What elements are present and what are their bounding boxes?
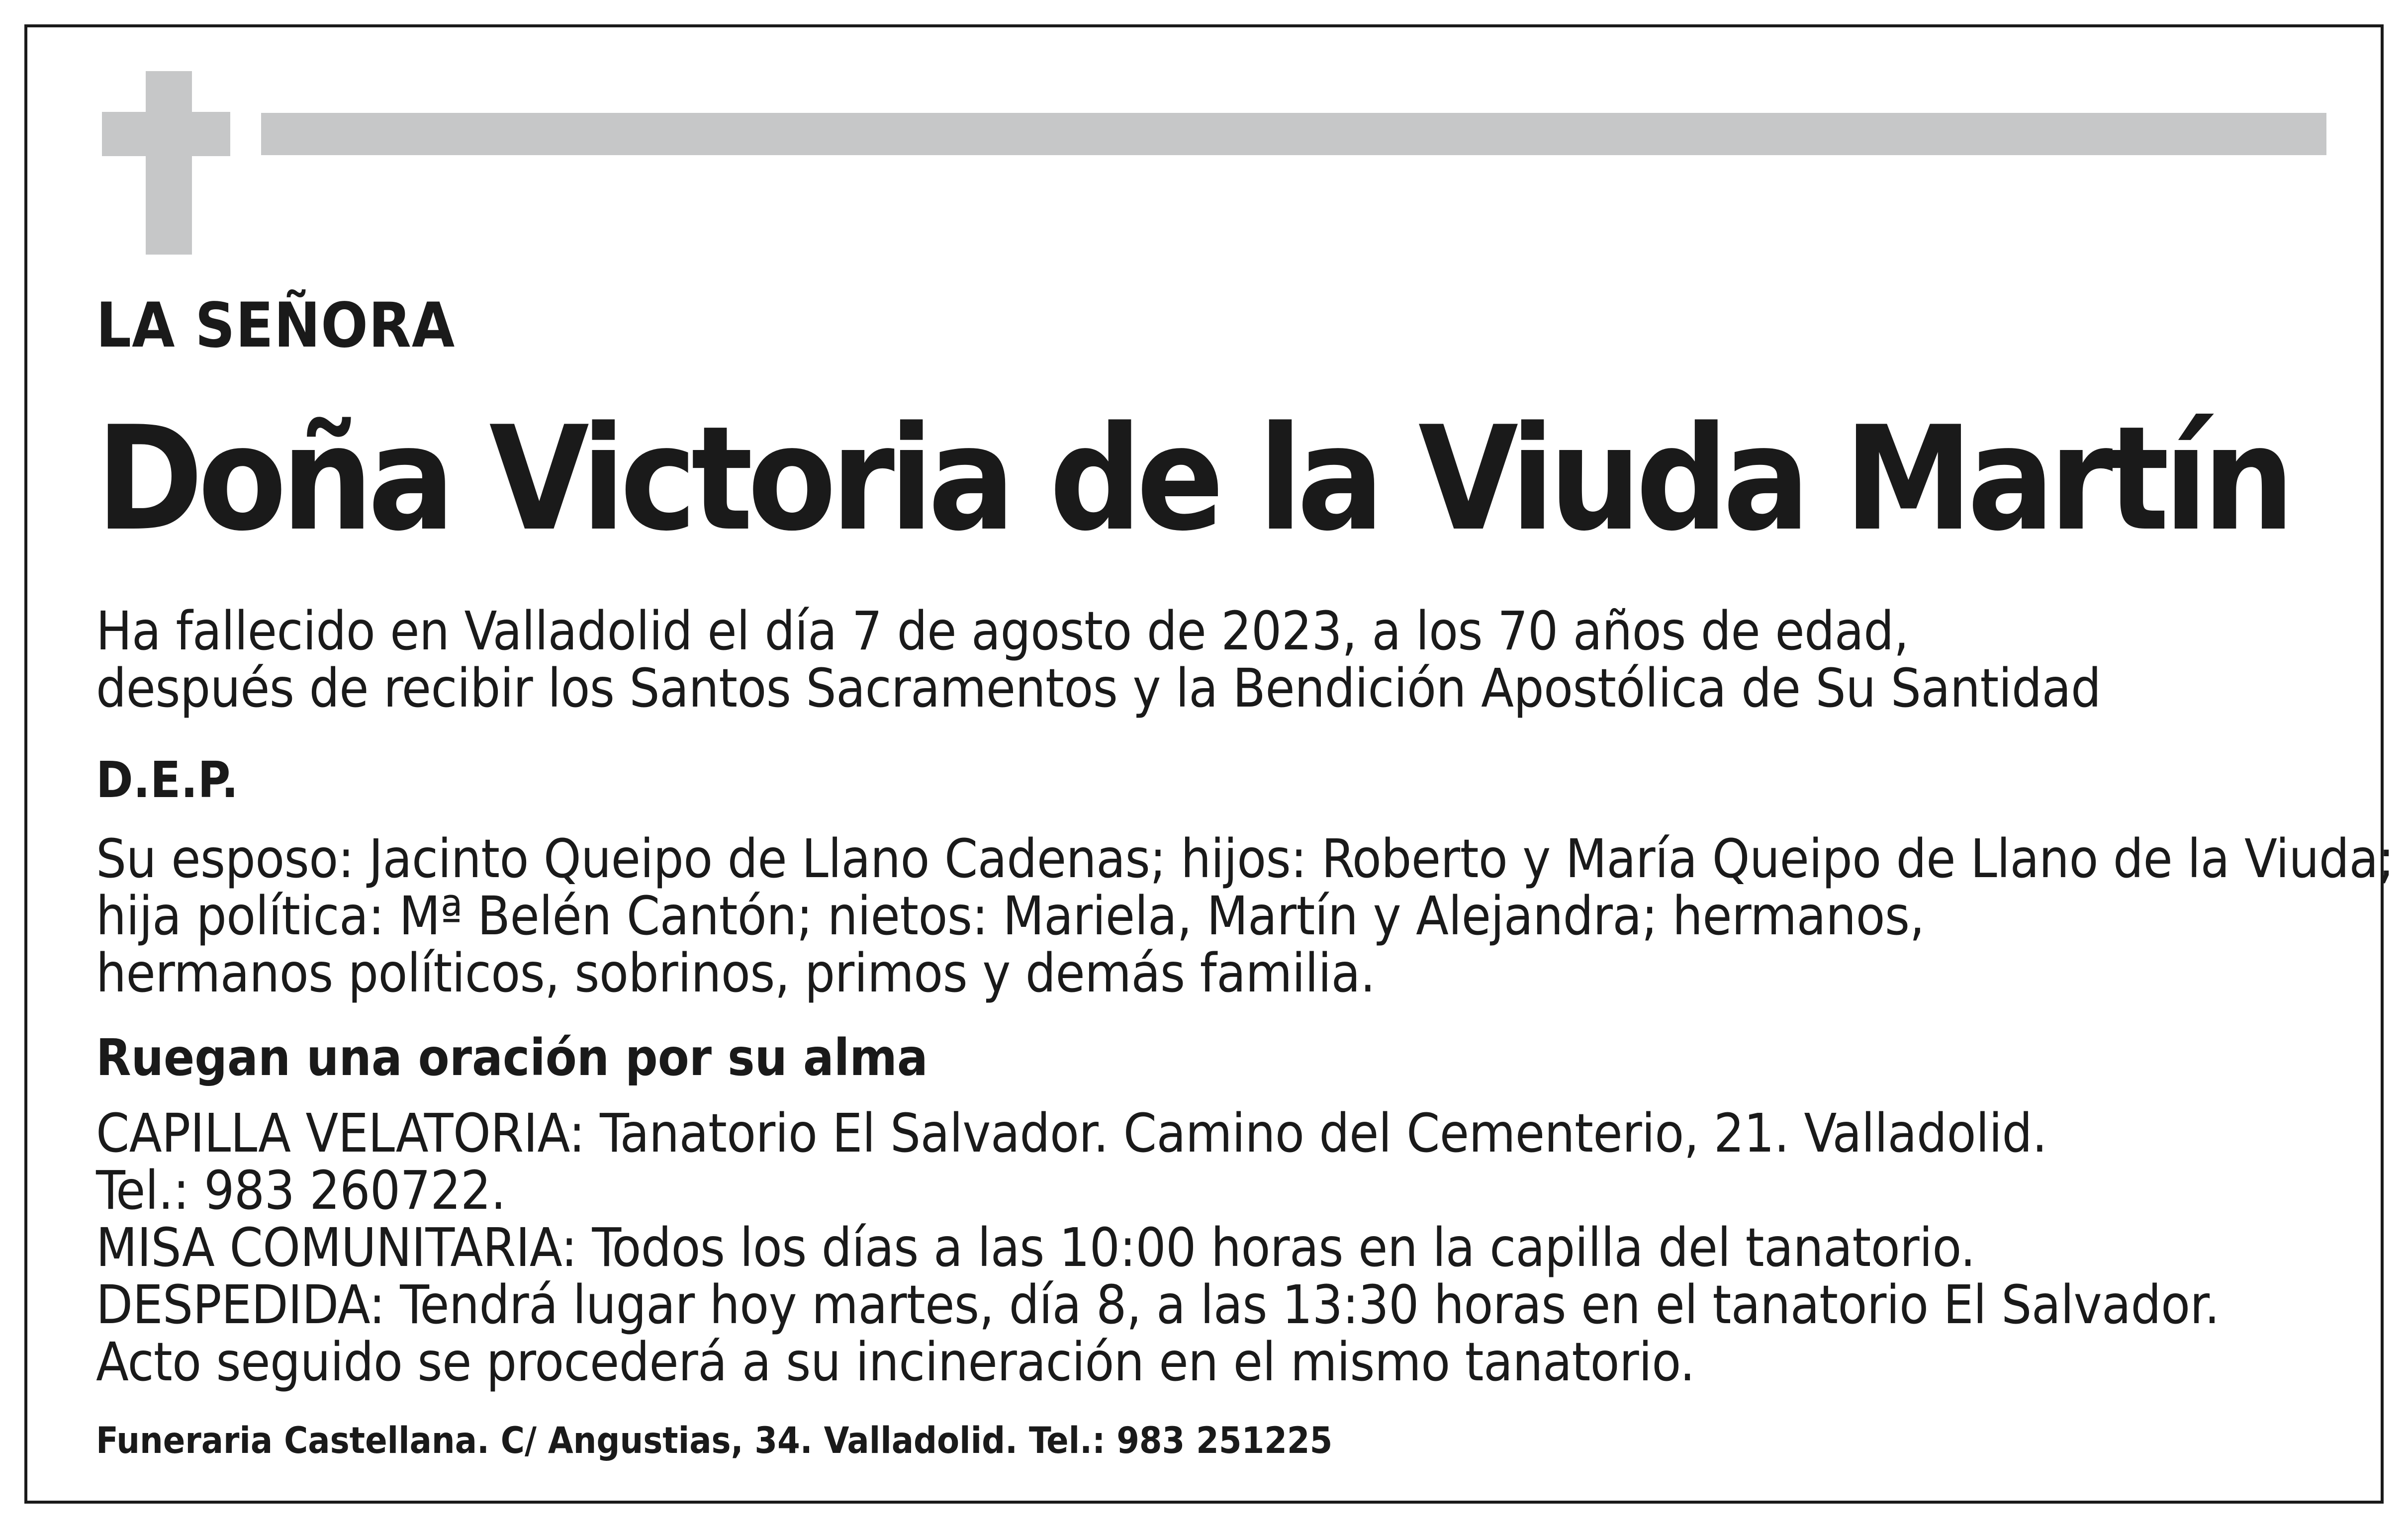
intro-paragraph (96, 603, 2101, 718)
prayer-request: Ruegan una oración por su alma (96, 1028, 928, 1087)
family-paragraph (96, 828, 2394, 1004)
cross-icon (146, 71, 192, 255)
intro-line: después de recibir los Santos Sacramentos y la Bendición Apostólica de Su Santidad (96, 658, 2101, 719)
funeral-home-footer: Funeraria Castellana. C/ Angustias, 34. Valladolid. Tel.: 983 251225 (96, 1420, 1333, 1462)
header-divider-bar (261, 113, 2326, 155)
dep-label: D.E.P. (96, 751, 239, 809)
intro-line: Ha fallecido en Valladolid el día 7 de agosto de 2023, a los 70 años de edad, (96, 601, 1909, 662)
details-line: Tel.: 983 260722. (96, 1160, 506, 1222)
details-line: CAPILLA VELATORIA: Tanatorio El Salvador. Camino del Cementerio, 21. Valladolid. (96, 1103, 2047, 1165)
details-line: DESPEDIDA: Tendrá lugar hoy martes, día 8, a las 13:30 horas en el tanatorio El Salvador. (96, 1274, 2220, 1336)
details-line: Acto seguido se procederá a su incineración en el mismo tanatorio. (96, 1332, 1695, 1393)
heading: LA SEÑORA (96, 290, 456, 361)
details-paragraph (96, 1105, 2220, 1391)
details-line: MISA COMUNITARIA: Todos los días a las 10:00 horas en la capilla del tanatorio. (96, 1217, 1975, 1279)
family-line: Su esposo: Jacinto Queipo de Llano Cadenas; hijos: Roberto y María Queipo de Llano de la Viuda; (96, 828, 2394, 890)
cross-icon-crossbar (102, 112, 230, 156)
deceased-name: Doña Victoria de la Viuda Martín (96, 396, 2290, 563)
family-line: hermanos políticos, sobrinos, primos y demás familia. (96, 943, 1376, 1004)
family-line: hija política: Mª Belén Cantón; nietos: Mariela, Martín y Alejandra; hermanos, (96, 886, 1925, 947)
